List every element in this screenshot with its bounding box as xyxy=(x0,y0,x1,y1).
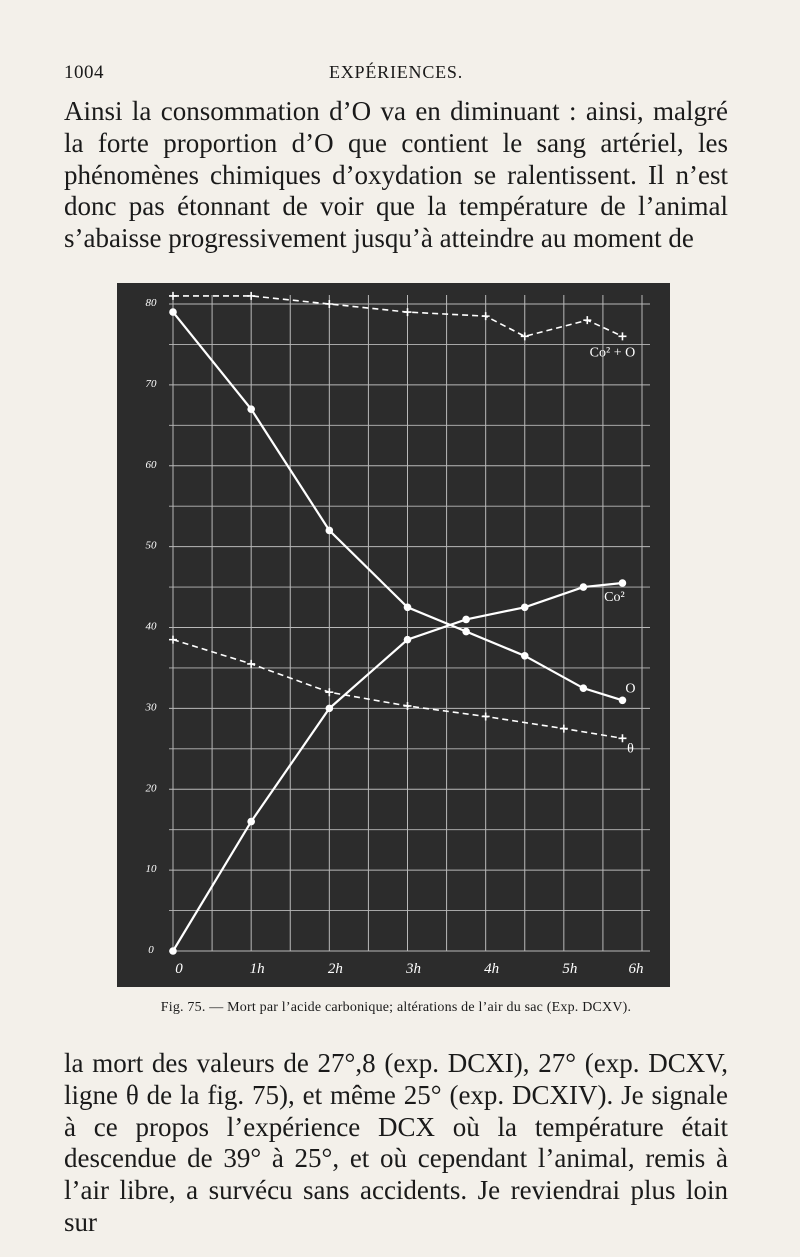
data-point xyxy=(482,312,490,320)
data-point xyxy=(618,734,626,742)
y-tick-label: 50 xyxy=(145,539,157,552)
running-title: EXPÉRIENCES. xyxy=(328,62,464,82)
data-point xyxy=(169,636,177,644)
data-point xyxy=(169,292,177,300)
data-point xyxy=(169,947,177,955)
y-tick-label: 80 xyxy=(145,297,157,309)
page-header xyxy=(64,62,728,88)
figure-caption: Fig. 75. — Mort par l’acide carbonique; altérations de l’air du sac (Exp. DCXV). xyxy=(160,1000,632,1015)
x-tick-label: 3h xyxy=(406,961,421,977)
x-tick-label: 4h xyxy=(484,961,500,977)
data-point xyxy=(326,527,334,535)
x-tick-label: 6h xyxy=(628,961,644,977)
data-point xyxy=(521,603,529,611)
series-line xyxy=(173,583,622,951)
data-point xyxy=(521,652,529,660)
figure-75 xyxy=(117,283,670,987)
data-point xyxy=(462,616,470,624)
data-point xyxy=(404,636,412,644)
data-point xyxy=(560,725,568,733)
data-point xyxy=(618,332,626,340)
data-point xyxy=(404,603,412,611)
page-number: 1004 xyxy=(64,62,104,83)
data-point xyxy=(580,583,588,591)
paragraph-bottom: la mort des valeurs de 27°,8 (exp. DCXI), 27° (exp. DCXV, ligne θ de la fig. 75), et même 25° (exp. DCXIV). Je signale à ce propos l’expérience DCX où la température était descendue de 39° à 25°, et où cependant l’animal, remis à l’air libre, a survécu sans accidents. Je reviendrai plus loin sur xyxy=(64,1048,728,1237)
line-chart xyxy=(117,283,670,987)
x-tick-label: 5h xyxy=(562,961,578,977)
data-point xyxy=(619,696,627,704)
y-tick-label: 0 xyxy=(148,944,154,956)
data-point xyxy=(583,316,591,324)
data-point xyxy=(325,300,333,308)
data-point xyxy=(247,292,255,300)
paragraph-top: Ainsi la consommation d’O va en diminuant : ainsi, malgré la forte proportion d’O que contient le sang artériel, les phénomènes chimiques d’oxydation se ralentissent. Il n’est donc pas étonnant de voir que la température de l’animal s’abaisse progressivement jusqu’à atteindre au moment de xyxy=(64,96,728,254)
data-point xyxy=(482,712,490,720)
data-point xyxy=(580,684,588,692)
y-tick-label: 70 xyxy=(145,377,157,390)
data-point xyxy=(619,579,627,587)
data-point xyxy=(404,308,412,316)
series-annotation: Co² xyxy=(604,590,625,606)
y-tick-label: 60 xyxy=(145,458,157,471)
x-tick-label: 1h xyxy=(249,961,265,977)
y-tick-label: 40 xyxy=(145,620,157,633)
data-point xyxy=(247,405,255,413)
y-tick-label: 30 xyxy=(145,701,157,714)
x-tick-label: 0 xyxy=(175,961,183,977)
data-point xyxy=(462,628,470,636)
x-tick-label: 2h xyxy=(327,961,343,977)
series-annotation: θ xyxy=(627,741,634,757)
series-annotation: Co² + O xyxy=(589,345,636,361)
y-tick-label: 10 xyxy=(145,863,157,876)
data-point xyxy=(521,332,529,340)
y-tick-label: 20 xyxy=(145,782,157,795)
data-point xyxy=(247,818,255,826)
series-line xyxy=(173,640,622,739)
data-point xyxy=(325,688,333,696)
series-annotation: O xyxy=(625,681,636,697)
data-point xyxy=(247,660,255,668)
data-point xyxy=(326,705,334,713)
data-point xyxy=(169,308,177,316)
series-line xyxy=(173,296,622,336)
